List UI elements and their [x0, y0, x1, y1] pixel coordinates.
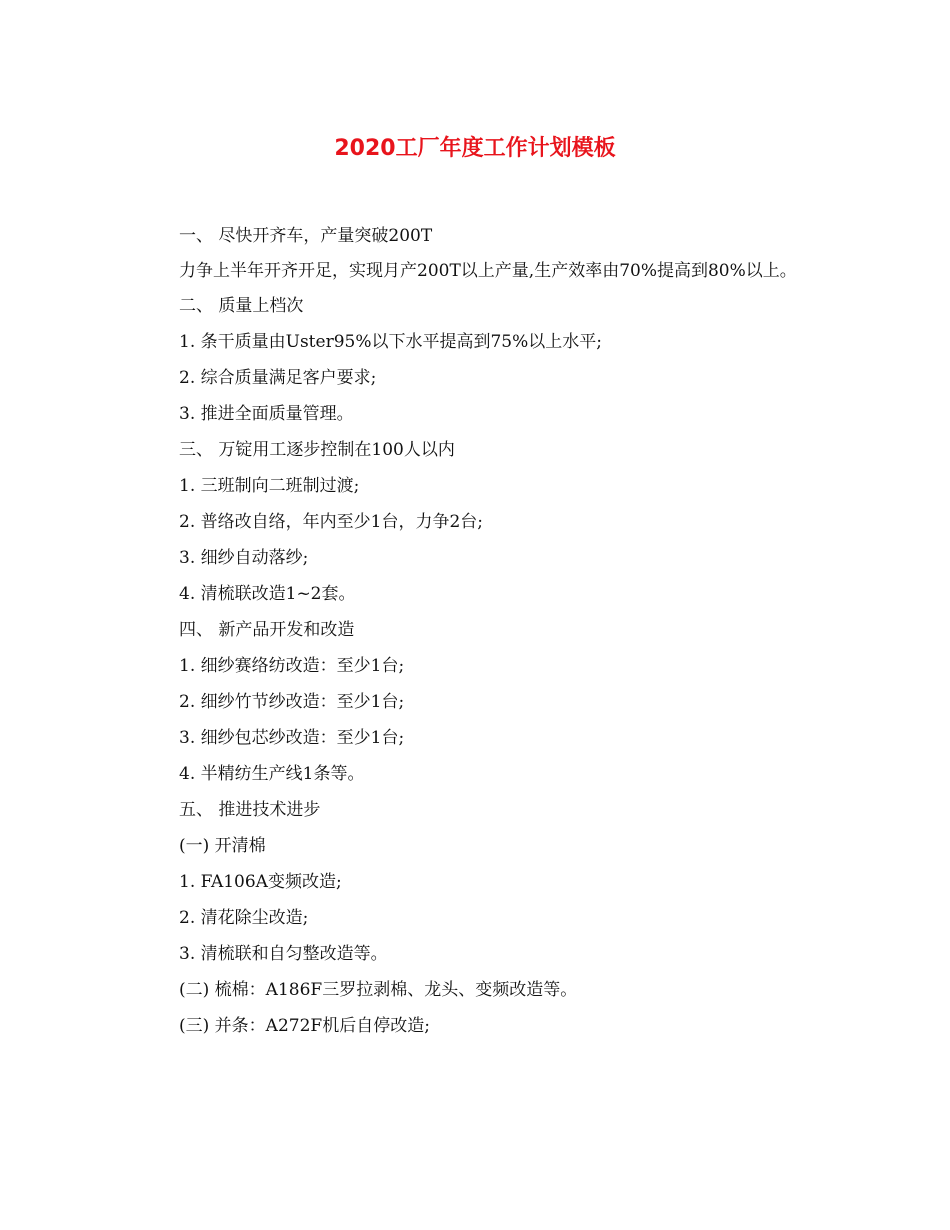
list-item: 2. 清花除尘改造; [179, 908, 309, 928]
section-heading-4: 四、 新产品开发和改造 [179, 620, 355, 640]
subsection-heading: (二) 梳棉：A186F三罗拉剥棉、龙头、变频改造等。 [179, 980, 578, 1000]
subsection-heading: (三) 并条：A272F机后自停改造; [179, 1016, 430, 1036]
document-body [143, 218, 813, 1044]
section-heading-2: 二、 质量上档次 [179, 296, 304, 316]
document-title: 2020工厂年度工作计划模板 [334, 136, 616, 161]
list-item: 1. 细纱赛络纺改造：至少1台; [179, 656, 405, 676]
list-item: 3. 推进全面质量管理。 [179, 404, 354, 424]
list-item: 3. 清梳联和自匀整改造等。 [179, 944, 388, 964]
list-item: 2. 细纱竹节纱改造：至少1台; [179, 692, 405, 712]
list-item: 4. 半精纺生产线1条等。 [179, 764, 365, 784]
section-heading-3: 三、 万锭用工逐步控制在100人以内 [179, 440, 455, 460]
list-item: 2. 普络改自络，年内至少1台，力争2台; [179, 512, 483, 532]
section-heading-5: 五、 推进技术进步 [179, 800, 321, 820]
list-item: 2. 综合质量满足客户要求; [179, 368, 377, 388]
list-item: 3. 细纱自动落纱; [179, 548, 309, 568]
list-item: 3. 细纱包芯纱改造：至少1台; [179, 728, 405, 748]
section-heading-1: 一、 尽快开齐车，产量突破200T [179, 226, 433, 246]
paragraph-production-goal: 力争上半年开齐开足，实现月产200T以上产量,生产效率由70%提高到80%以上。 [179, 261, 797, 281]
list-item: 4. 清梳联改造1~2套。 [179, 584, 356, 604]
subsection-heading: (一) 开清棉 [179, 836, 266, 856]
list-item: 1. 条干质量由Uster95%以下水平提高到75%以上水平; [179, 332, 602, 352]
list-item: 1. 三班制向二班制过渡; [179, 476, 360, 496]
list-item: 1. FA106A变频改造; [179, 872, 342, 892]
